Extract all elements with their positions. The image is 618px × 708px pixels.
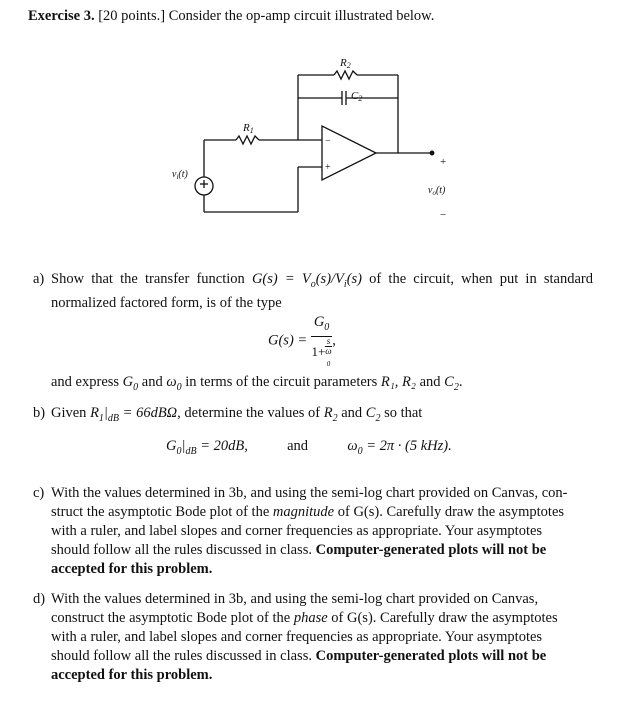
c2-label: C2 xyxy=(351,90,363,103)
part-c xyxy=(33,484,593,579)
exercise-intro: Consider the op-amp circuit illustrated below. xyxy=(168,8,435,24)
g0-db-equation: $G_0|_{dB} = 20dB$, xyxy=(166,438,248,457)
part-c-line2: struct the asymptotic Bode plot of the magnitude of G(s). Carefully draw the asymptotes xyxy=(51,504,565,520)
exercise-points: [20 points.] xyxy=(98,8,166,24)
part-a-text3: and express $G_0$ and $\omega_0$ in terms of the circuit parameters R₁, R₂ and $C_2$. xyxy=(51,374,463,393)
part-d-line4: should follow all the rules discussed in class. Computer-generated plots will not be xyxy=(51,648,547,664)
eq-numerator: $G_0$ xyxy=(311,314,332,337)
eq-comma: , xyxy=(332,332,336,349)
part-b-label: b) xyxy=(33,405,46,421)
part-b-equations xyxy=(166,438,452,457)
part-c-label: c) xyxy=(33,485,45,501)
part-c-line5: accepted for this problem. xyxy=(51,561,213,577)
vi-label: $v_i(t)$ xyxy=(172,169,188,181)
part-a-text1: Show that the transfer function xyxy=(51,271,245,287)
inverting-input-sign: − xyxy=(325,136,331,147)
part-a-label: a) xyxy=(33,271,45,287)
r1-label: R1 xyxy=(243,122,254,135)
eq-fraction xyxy=(311,314,332,369)
exercise-number: Exercise 3. xyxy=(28,8,95,24)
r1-resistor xyxy=(236,136,259,144)
part-d-label: d) xyxy=(33,591,46,607)
transfer-function-equation xyxy=(268,314,336,369)
output-terminal xyxy=(430,151,434,155)
part-d-line3: with a ruler, and label slopes and corner frequencies as appropriate. Your asymptotes xyxy=(51,629,543,645)
part-a-text2: of the circuit, when put in standard normalized factored form, is of the type xyxy=(51,271,593,311)
part-d-line2: construct the asymptotic Bode plot of the phase of G(s). Carefully draw the asymptotes xyxy=(51,610,558,626)
vo-plus-sign: + xyxy=(440,156,447,168)
eq-lhs: G(s) = xyxy=(268,332,308,349)
w0-equation: $\omega_0 = 2\pi \cdot (5$ kHz). xyxy=(347,438,452,457)
part-b-and: and xyxy=(287,438,309,454)
part-c-line4: should follow all the rules discussed in class. Computer-generated plots will not be xyxy=(51,542,547,558)
part-d-line1: With the values determined in 3b, and using the semi-log chart provided on Canvas, xyxy=(51,591,539,607)
part-d-line5: accepted for this problem. xyxy=(51,667,213,683)
part-c-line3: with a ruler, and label slopes and corner frequencies as appropriate. Your asymptotes xyxy=(51,523,543,539)
part-b: b) Given $R_1|_{dB} = 66dB\Omega$, determine the values of $R_2$ and $C_2$ so that xyxy=(33,405,423,424)
vo-minus-sign: − xyxy=(440,209,447,221)
part-a-expr: $G(s) = V_o(s)/V_i(s)$ xyxy=(251,271,362,290)
part-d xyxy=(33,590,593,685)
eq-denominator: 1+ s ω $_0$ xyxy=(311,335,332,368)
r2-label: R2 xyxy=(340,57,351,70)
noninverting-input-sign: + xyxy=(325,162,331,173)
op-amp-circuit-diagram xyxy=(0,0,618,240)
r2-resistor xyxy=(334,71,357,79)
part-c-line1: With the values determined in 3b, and using the semi-log chart provided on Canvas, con- xyxy=(51,485,568,501)
part-a xyxy=(33,270,593,313)
vo-label: $v_o(t)$ xyxy=(428,185,446,197)
